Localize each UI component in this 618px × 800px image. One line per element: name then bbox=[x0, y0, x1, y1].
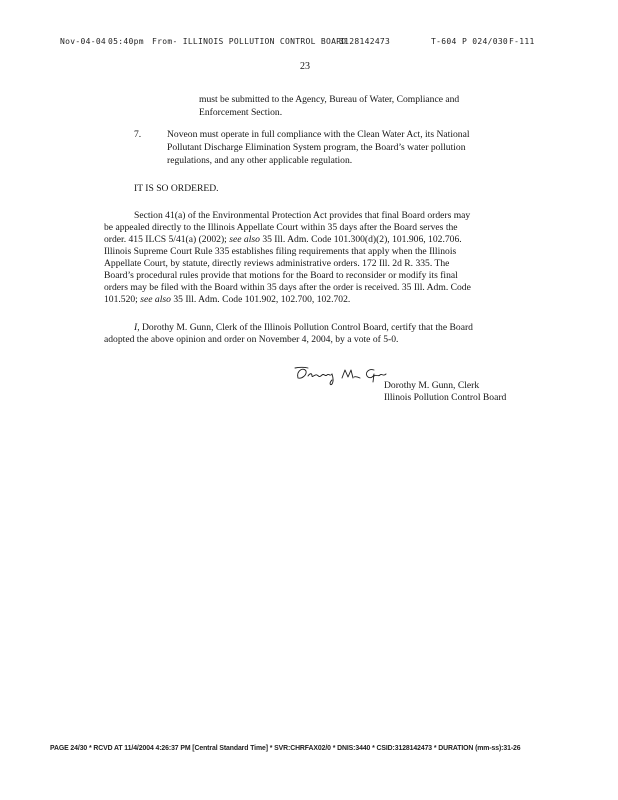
section41-line-2: be appealed directly to the Illinois Appellate Court within 35 days after the Board serves the bbox=[104, 222, 458, 233]
section41-line-4: Illinois Supreme Court Rule 335 establishes filing requirements that apply when the Illinois bbox=[104, 246, 457, 257]
so-ordered-heading: IT IS SO ORDERED. bbox=[134, 183, 219, 194]
fax-code: T-604 bbox=[431, 37, 457, 46]
certification-line-2: adopted the above opinion and order on November 4, 2004, by a vote of 5-0. bbox=[104, 334, 399, 345]
item-7-line-2: Pollutant Discharge Elimination System program, the Board’s water pollution bbox=[167, 142, 466, 153]
fax-time: 05:40pm bbox=[108, 37, 144, 46]
board-name: Illinois Pollution Control Board bbox=[384, 392, 507, 403]
clerk-name: Dorothy M. Gunn, Clerk bbox=[384, 380, 480, 391]
fax-footer: PAGE 24/30 * RCVD AT 11/4/2004 4:26:37 PM [Central Standard Time] * SVR:CHRFAX02/0 * DNIS:3440 * CSID:3128142473 * DURATION (mm-ss):31-26 bbox=[50, 743, 521, 752]
item-7-number: 7. bbox=[134, 129, 142, 140]
section41-line-5: Appellate Court, by statute, directly reviews administrative orders. 172 Ill. 2d R. 335. The bbox=[104, 258, 450, 269]
section41-line-1: Section 41(a) of the Environmental Protection Act provides that final Board orders may bbox=[134, 210, 471, 221]
section41-line-3: order. 415 ILCS 5/41(a) (2002); see also 35 Ill. Adm. Code 101.300(d)(2), 101.906, 102.706. bbox=[104, 234, 462, 245]
fax-phone: 3128142473 bbox=[339, 37, 391, 46]
fax-from: From- ILLINOIS POLLUTION CONTROL BOARD bbox=[152, 37, 347, 46]
section41-line-6: Board’s procedural rules provide that motions for the Board to reconsider or modify its final bbox=[104, 270, 458, 281]
page-number: 23 bbox=[300, 61, 310, 72]
item-7-line-1: Noveon must operate in full compliance with the Clean Water Act, its National bbox=[167, 129, 470, 140]
section41-line-7: orders may be filed with the Board within 35 days after the order is received. 35 Ill. Adm. Code bbox=[104, 282, 471, 293]
fax-date: Nov-04-04 bbox=[60, 37, 107, 46]
fax-form: F-111 bbox=[509, 37, 535, 46]
section41-line-8: 101.520; see also 35 Ill. Adm. Code 101.902, 102.700, 102.702. bbox=[104, 294, 351, 305]
continuation-line-1: must be submitted to the Agency, Bureau of Water, Compliance and bbox=[199, 94, 460, 105]
continuation-line-2: Enforcement Section. bbox=[199, 107, 283, 118]
certification-line-1: I, Dorothy M. Gunn, Clerk of the Illinois Pollution Control Board, certify that the Board bbox=[134, 322, 473, 333]
item-7-line-3: regulations, and any other applicable regulation. bbox=[167, 155, 353, 166]
handwritten-signature bbox=[292, 362, 388, 386]
fax-page: P 024/030 bbox=[462, 37, 509, 46]
